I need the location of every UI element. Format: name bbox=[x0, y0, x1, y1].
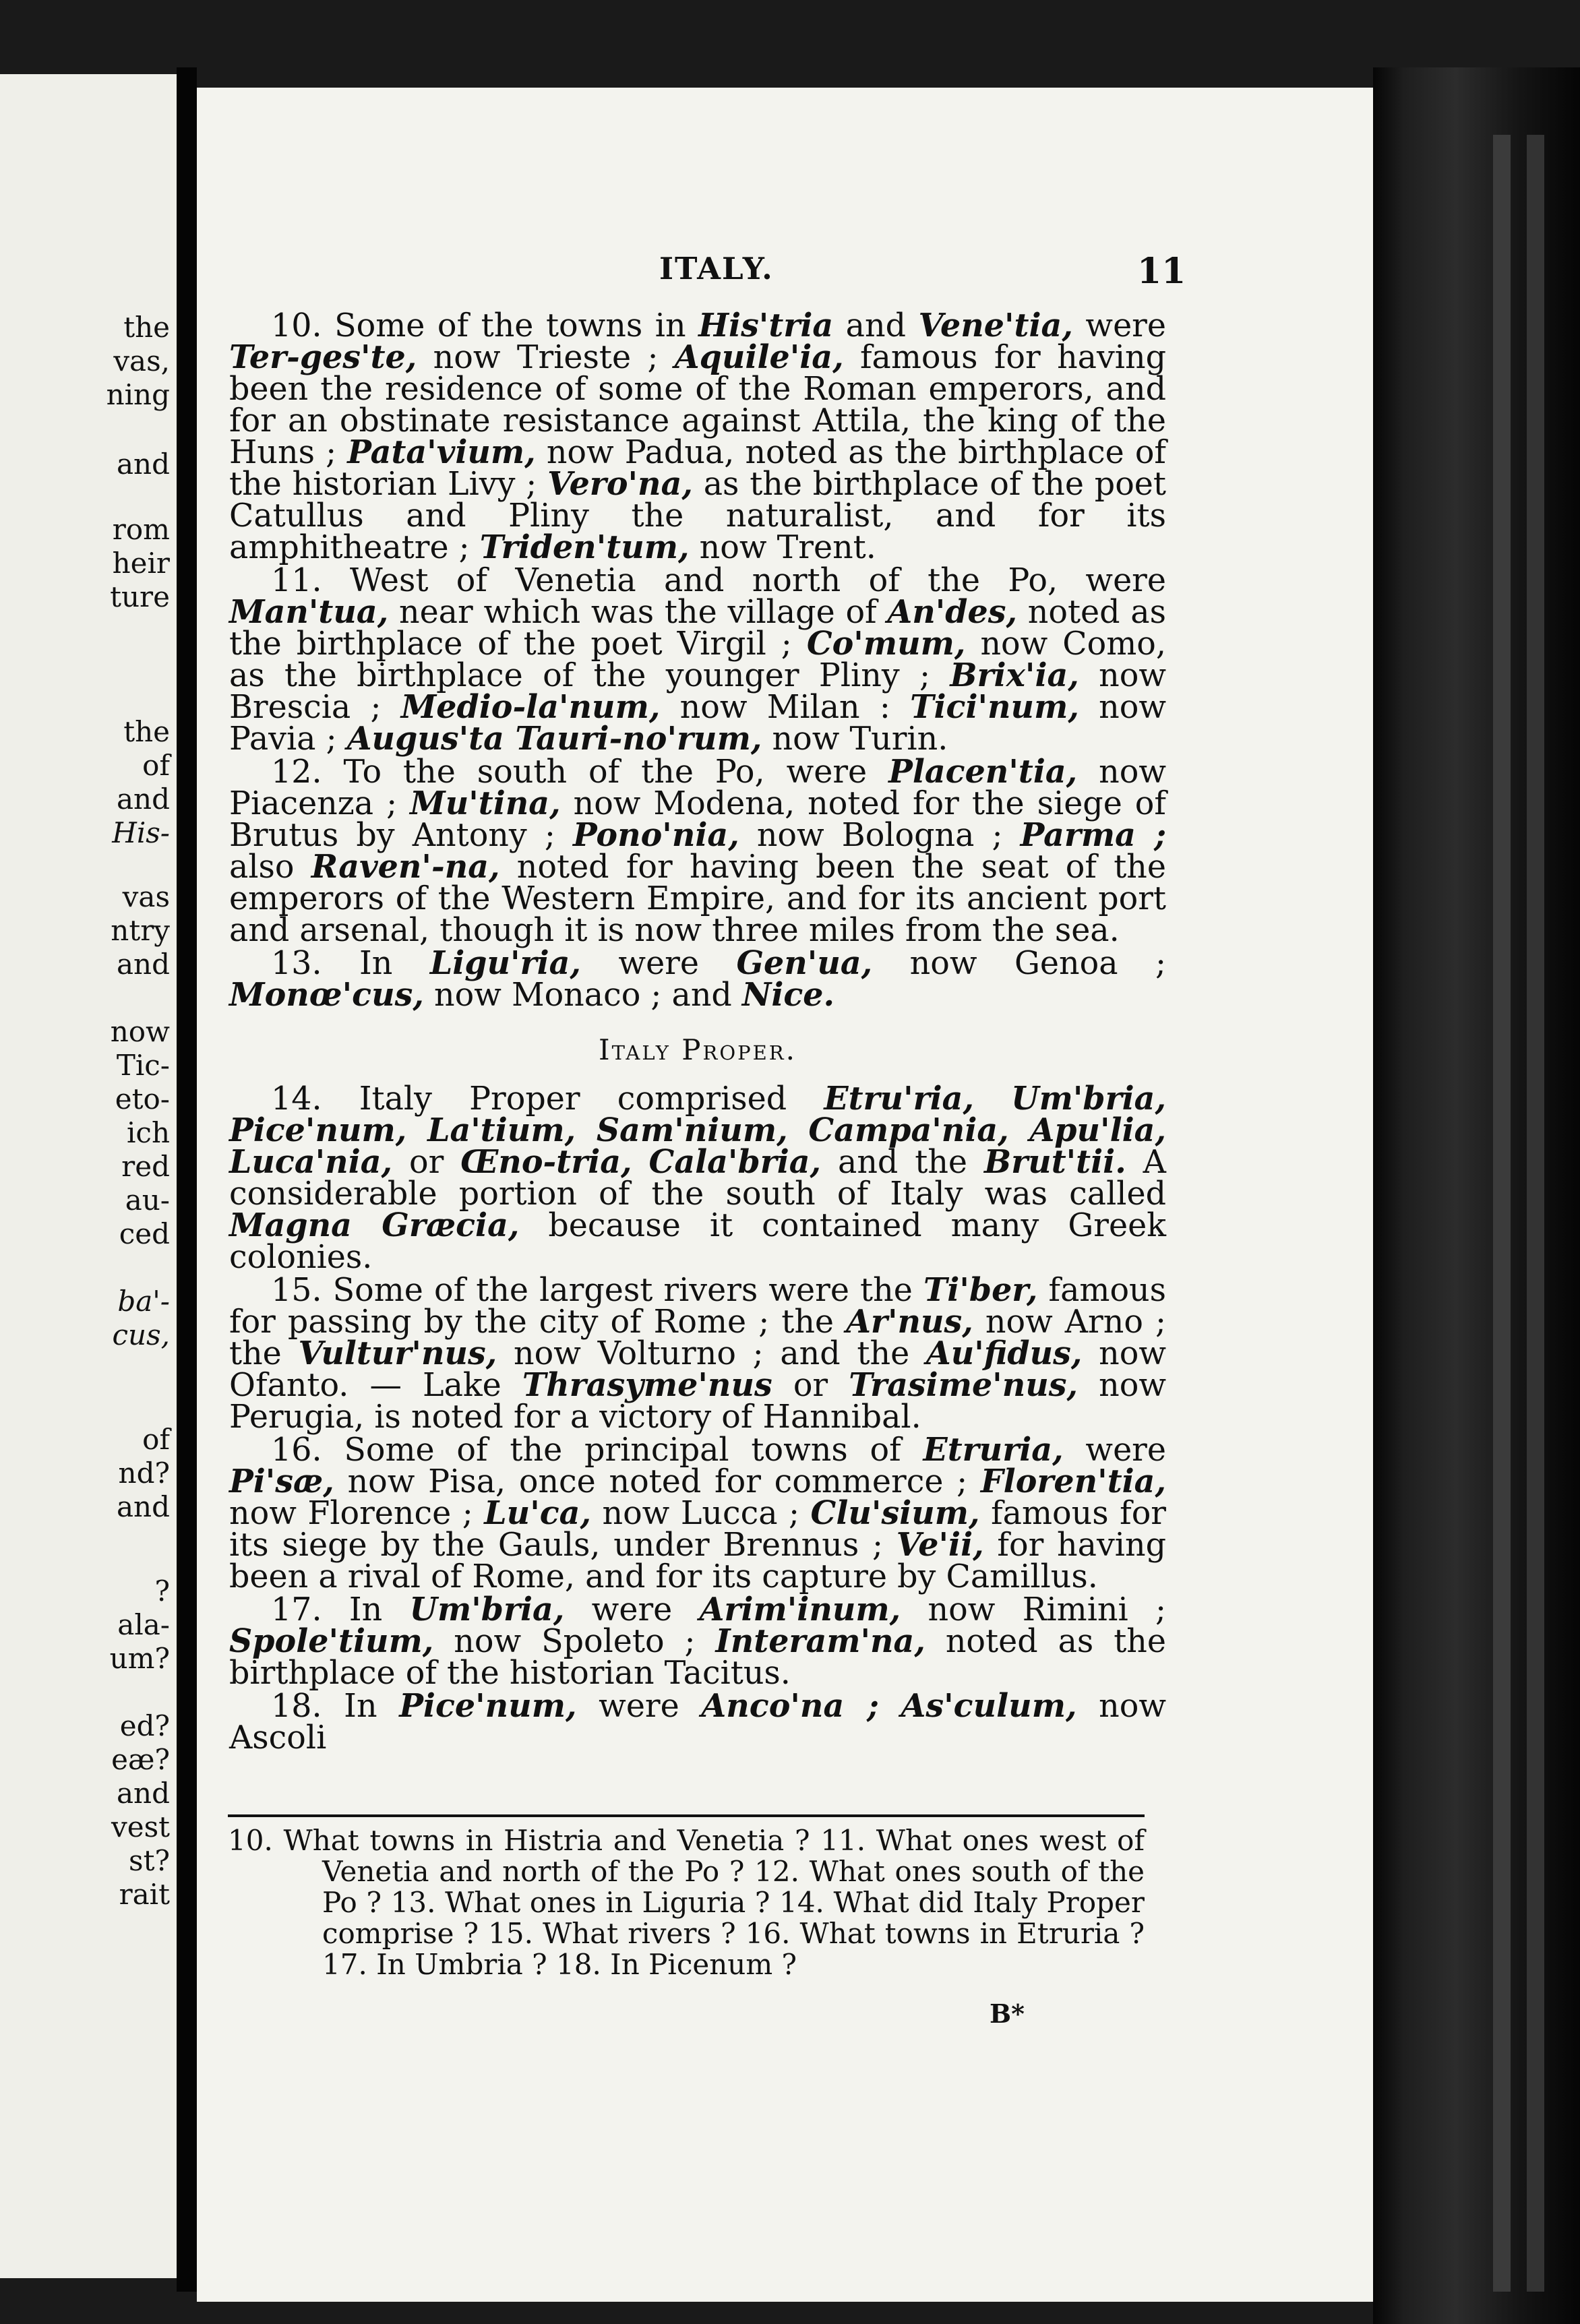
italic-term: Pata'vium, bbox=[347, 433, 536, 471]
paragraph bbox=[229, 1080, 1167, 1276]
facing-page-word: um? bbox=[109, 1642, 170, 1675]
facing-page-word: His- bbox=[112, 816, 170, 849]
paragraph bbox=[229, 753, 1167, 949]
paragraph-group-1 bbox=[229, 307, 1167, 1014]
facing-page-word: rom bbox=[112, 513, 170, 546]
facing-page-word: and bbox=[117, 1490, 170, 1523]
italic-term: Floren'tia, bbox=[980, 1463, 1166, 1500]
facing-page-word: ning bbox=[106, 378, 170, 411]
italic-term: La'tium, bbox=[427, 1111, 576, 1149]
paragraph-group-2 bbox=[229, 1080, 1167, 1756]
text-run: now Pavia ; bbox=[229, 689, 1166, 758]
text-run: were bbox=[580, 945, 737, 982]
text-run: and the bbox=[821, 1144, 984, 1181]
footnote-rule bbox=[228, 1814, 1145, 1817]
text-run: noted as the birthplace of the poet Virgil ; bbox=[229, 594, 1167, 663]
facing-page-word: ich bbox=[126, 1116, 170, 1149]
facing-page-word: vest bbox=[111, 1810, 170, 1843]
text-run: 15. Some of the largest rivers were the bbox=[271, 1272, 923, 1309]
page-edge-stripe bbox=[1527, 135, 1544, 2292]
paragraph bbox=[229, 562, 1167, 758]
text-run: now Ascoli bbox=[229, 1688, 1166, 1756]
italic-term: Interam'na, bbox=[715, 1622, 925, 1660]
facing-page-word: the bbox=[123, 311, 170, 344]
facing-page-word: st? bbox=[129, 1844, 170, 1877]
italic-term: Cala'bria, bbox=[648, 1143, 822, 1181]
text-run: now Trieste ; bbox=[417, 339, 675, 376]
facing-page-word: ba'- bbox=[117, 1285, 170, 1318]
facing-page-word: vas, bbox=[113, 344, 170, 377]
text-run: 12. To the south of the Po, were bbox=[271, 754, 889, 791]
text-run: now Como, as the birthplace of the younger Pliny ; bbox=[229, 625, 1166, 694]
italic-term: Aquile'ia, bbox=[674, 338, 844, 376]
italic-term: Spole'tium, bbox=[229, 1622, 434, 1660]
text-run: now Padua, noted as the birthplace of the historian Livy ; bbox=[229, 434, 1166, 503]
text-run: now Pisa, once noted for commerce ; bbox=[334, 1463, 981, 1500]
facing-page-word: and bbox=[117, 1777, 170, 1810]
text-run: now Spoleto ; bbox=[433, 1623, 716, 1660]
italic-term: Pice'num, bbox=[399, 1687, 577, 1725]
text-run: or bbox=[392, 1144, 461, 1181]
facing-page-word: eæ? bbox=[111, 1743, 170, 1776]
italic-term: Ligu'ria, bbox=[429, 944, 581, 982]
italic-term: Um'bria, bbox=[409, 1591, 565, 1628]
text-run: now Bologna ; bbox=[739, 817, 1021, 854]
text-run: now Volturno ; and the bbox=[497, 1335, 926, 1372]
text-run: for having been a rival of Rome, and for its capture by Camillus. bbox=[229, 1527, 1166, 1595]
text-run: now Florence ; bbox=[229, 1495, 485, 1532]
italic-term: Ve'ii, bbox=[896, 1526, 984, 1564]
text-run: 16. Some of the principal towns of bbox=[271, 1432, 923, 1469]
italic-term: Thrasyme'nus bbox=[522, 1366, 772, 1404]
italic-term: Au'fidus, bbox=[925, 1335, 1083, 1372]
italic-term: Raven'-na, bbox=[311, 848, 500, 886]
running-head bbox=[229, 251, 1186, 292]
signature-mark: B* bbox=[990, 1998, 1025, 2029]
facing-page-word: of bbox=[142, 1423, 170, 1456]
italic-term: Nice. bbox=[741, 976, 835, 1014]
facing-page-word: vas bbox=[122, 880, 170, 913]
book-gutter bbox=[177, 67, 197, 2292]
text-run: A considerable portion of the south of Italy was called bbox=[229, 1144, 1166, 1213]
text-run: and bbox=[833, 307, 919, 344]
text-run: famous for having been the residence of some of the Roman emperors, and for an obstinate resistance against Attila, the king of the Huns ; bbox=[229, 339, 1166, 471]
facing-page-word: heir bbox=[112, 547, 170, 580]
facing-page-word: and bbox=[117, 783, 170, 816]
facing-page-word: ced bbox=[119, 1217, 170, 1250]
paragraph bbox=[229, 1591, 1166, 1692]
page-edge-stripe bbox=[1493, 135, 1511, 2292]
text-run: now Perugia, is noted for a victory of Hannibal. bbox=[229, 1367, 1167, 1436]
italic-term: Augus'ta Tauri-no'rum, bbox=[346, 720, 762, 758]
italic-term: Pice'num, bbox=[229, 1111, 407, 1149]
paragraph bbox=[229, 307, 1166, 566]
italic-term: Etruria, bbox=[923, 1431, 1064, 1469]
text-run: as the birthplace of the poet Catullus and Pliny the naturalist, and for its amphitheatre ; bbox=[229, 466, 1166, 566]
facing-page-word: nd? bbox=[118, 1457, 170, 1490]
text-run: famous for passing by the city of Rome ; the bbox=[229, 1272, 1167, 1341]
italic-term: Man'tua, bbox=[229, 593, 389, 631]
italic-term: Trasime'nus, bbox=[849, 1366, 1078, 1404]
paragraph bbox=[229, 1271, 1167, 1436]
questions-text: 10. What towns in Histria and Venetia ? 11. What ones west of Venetia and north of the Po ? 12. What ones south of the Po ? 13. What ones in Liguria ? 14. What did Italy Proper comprise ? 15. What rivers ? 16. What towns in Etruria ? 17. In Umbria ? 18. In Picenum ? bbox=[228, 1824, 1145, 1981]
facing-page-edge bbox=[0, 74, 177, 2278]
text-run: 17. In bbox=[271, 1591, 410, 1628]
italic-term: Apu'lia, bbox=[1029, 1111, 1167, 1149]
text-run: now Trent. bbox=[689, 529, 876, 566]
italic-term: Mu'tina, bbox=[410, 785, 561, 822]
facing-page-word: and bbox=[117, 448, 170, 481]
italic-term: Placen'tia, bbox=[888, 753, 1078, 791]
facing-page-word: ? bbox=[154, 1574, 170, 1608]
italic-term: Tici'num, bbox=[910, 688, 1079, 726]
italic-term: As'culum, bbox=[901, 1687, 1077, 1725]
text-run: now Piacenza ; bbox=[229, 754, 1166, 822]
facing-page-word: the bbox=[123, 715, 170, 748]
text-run: noted as the birthplace of the historian Tacitus. bbox=[229, 1623, 1166, 1692]
text-run: 11. West of Venetia and north of the Po, were bbox=[271, 562, 1166, 599]
italic-term: Medio-la'num, bbox=[400, 688, 661, 726]
italic-term: Ti'ber, bbox=[923, 1271, 1038, 1309]
facing-page-word: and bbox=[117, 948, 170, 981]
italic-term: Brix'ia, bbox=[950, 656, 1079, 694]
text-run: 18. In bbox=[271, 1688, 400, 1725]
italic-term: Pono'nia, bbox=[572, 816, 739, 854]
italic-term: Vero'na, bbox=[547, 465, 693, 503]
facing-page-word: ntry bbox=[111, 914, 170, 947]
text-run: 13. In bbox=[271, 945, 430, 982]
text-run: now Rimini ; bbox=[901, 1591, 1166, 1628]
paragraph bbox=[229, 1687, 1166, 1756]
facing-page-word: rait bbox=[119, 1878, 170, 1911]
section-heading: Italy Proper. bbox=[599, 1033, 797, 1066]
text-run: now Brescia ; bbox=[229, 657, 1166, 726]
text-run: now Modena, noted for the siege of Brutus by Antony ; bbox=[229, 785, 1166, 854]
italic-term: Pi'sæ, bbox=[229, 1463, 334, 1500]
italic-term: Gen'ua, bbox=[736, 944, 873, 982]
italic-term: Um'bria, bbox=[1011, 1080, 1166, 1118]
italic-term: Co'mum, bbox=[806, 625, 966, 663]
facing-page-word: red bbox=[121, 1150, 170, 1183]
text-run: noted for having been the seat of the emperors of the Western Empire, and for its ancient port and arsenal, though it is now three miles from the sea. bbox=[229, 849, 1166, 949]
text-run: were bbox=[576, 1688, 702, 1725]
facing-page-word: ed? bbox=[119, 1709, 170, 1742]
italic-term: Ter-ges'te, bbox=[229, 338, 417, 376]
facing-page-word: ture bbox=[110, 580, 170, 613]
italic-term: Parma ; bbox=[1020, 816, 1167, 854]
text-run: near which was the village of bbox=[388, 594, 888, 631]
facing-page-word: now bbox=[110, 1015, 170, 1048]
text-run: famous for its siege by the Gauls, under Brennus ; bbox=[229, 1495, 1167, 1564]
review-questions bbox=[228, 1825, 1145, 1980]
italic-term: An'des, bbox=[887, 593, 1018, 631]
page-title: ITALY. bbox=[659, 251, 774, 286]
text-run: also bbox=[229, 849, 311, 886]
text-run: because it contained many Greek colonies. bbox=[229, 1207, 1167, 1276]
text-run: were bbox=[564, 1591, 700, 1628]
facing-page-word: of bbox=[142, 749, 170, 782]
italic-term: His'tria bbox=[698, 307, 834, 344]
italic-term: Clu'sium, bbox=[810, 1494, 980, 1532]
facing-page-word: eto- bbox=[115, 1082, 170, 1115]
italic-term: Vene'tia, bbox=[918, 307, 1073, 344]
page-stack-edge bbox=[1373, 67, 1580, 2324]
italic-term: Triden'tum, bbox=[479, 528, 690, 566]
text-run: now Arno ; the bbox=[229, 1304, 1166, 1372]
italic-term: Œno-tria, bbox=[460, 1143, 632, 1181]
text-run: now Ofanto. — Lake bbox=[229, 1335, 1166, 1404]
facing-page-word: au- bbox=[125, 1184, 170, 1217]
italic-term: Monœ'cus, bbox=[229, 976, 424, 1014]
italic-term: Etru'ria, bbox=[824, 1080, 974, 1118]
italic-term: Magna Græcia, bbox=[229, 1206, 520, 1244]
text-run: were bbox=[1063, 1432, 1166, 1469]
facing-page-word: Tic- bbox=[116, 1049, 170, 1082]
italic-term: Campa'nia, bbox=[808, 1111, 1009, 1149]
italic-term: Arim'inum, bbox=[699, 1591, 901, 1628]
main-text bbox=[229, 307, 1167, 1756]
text-run: or bbox=[772, 1367, 849, 1404]
italic-term: Ar'nus, bbox=[846, 1303, 973, 1341]
italic-term: Anco'na ; bbox=[701, 1687, 879, 1725]
text-run: now Monaco ; and bbox=[423, 977, 742, 1014]
text-run: were bbox=[1072, 307, 1166, 344]
text-run: now Genoa ; bbox=[872, 945, 1166, 982]
text-run: now Lucca ; bbox=[590, 1495, 811, 1532]
facing-page-word: cus, bbox=[112, 1318, 170, 1351]
text-run: 10. Some of the towns in bbox=[271, 307, 699, 344]
italic-term: Luca'nia, bbox=[229, 1143, 393, 1181]
facing-page-word: ala- bbox=[117, 1608, 170, 1641]
text-run bbox=[879, 1688, 901, 1725]
paragraph bbox=[229, 944, 1166, 1014]
italic-term: Sam'nium, bbox=[596, 1111, 788, 1149]
paragraph bbox=[229, 1431, 1167, 1595]
text-run: now Turin. bbox=[762, 721, 948, 758]
text-run: 14. Italy Proper comprised bbox=[271, 1080, 824, 1118]
page-number: 11 bbox=[1137, 251, 1186, 292]
text-run: now Milan : bbox=[660, 689, 911, 726]
italic-term: Brut'tii. bbox=[983, 1143, 1126, 1181]
italic-term: Lu'ca, bbox=[484, 1494, 591, 1532]
italic-term: Vultur'nus, bbox=[298, 1335, 497, 1372]
